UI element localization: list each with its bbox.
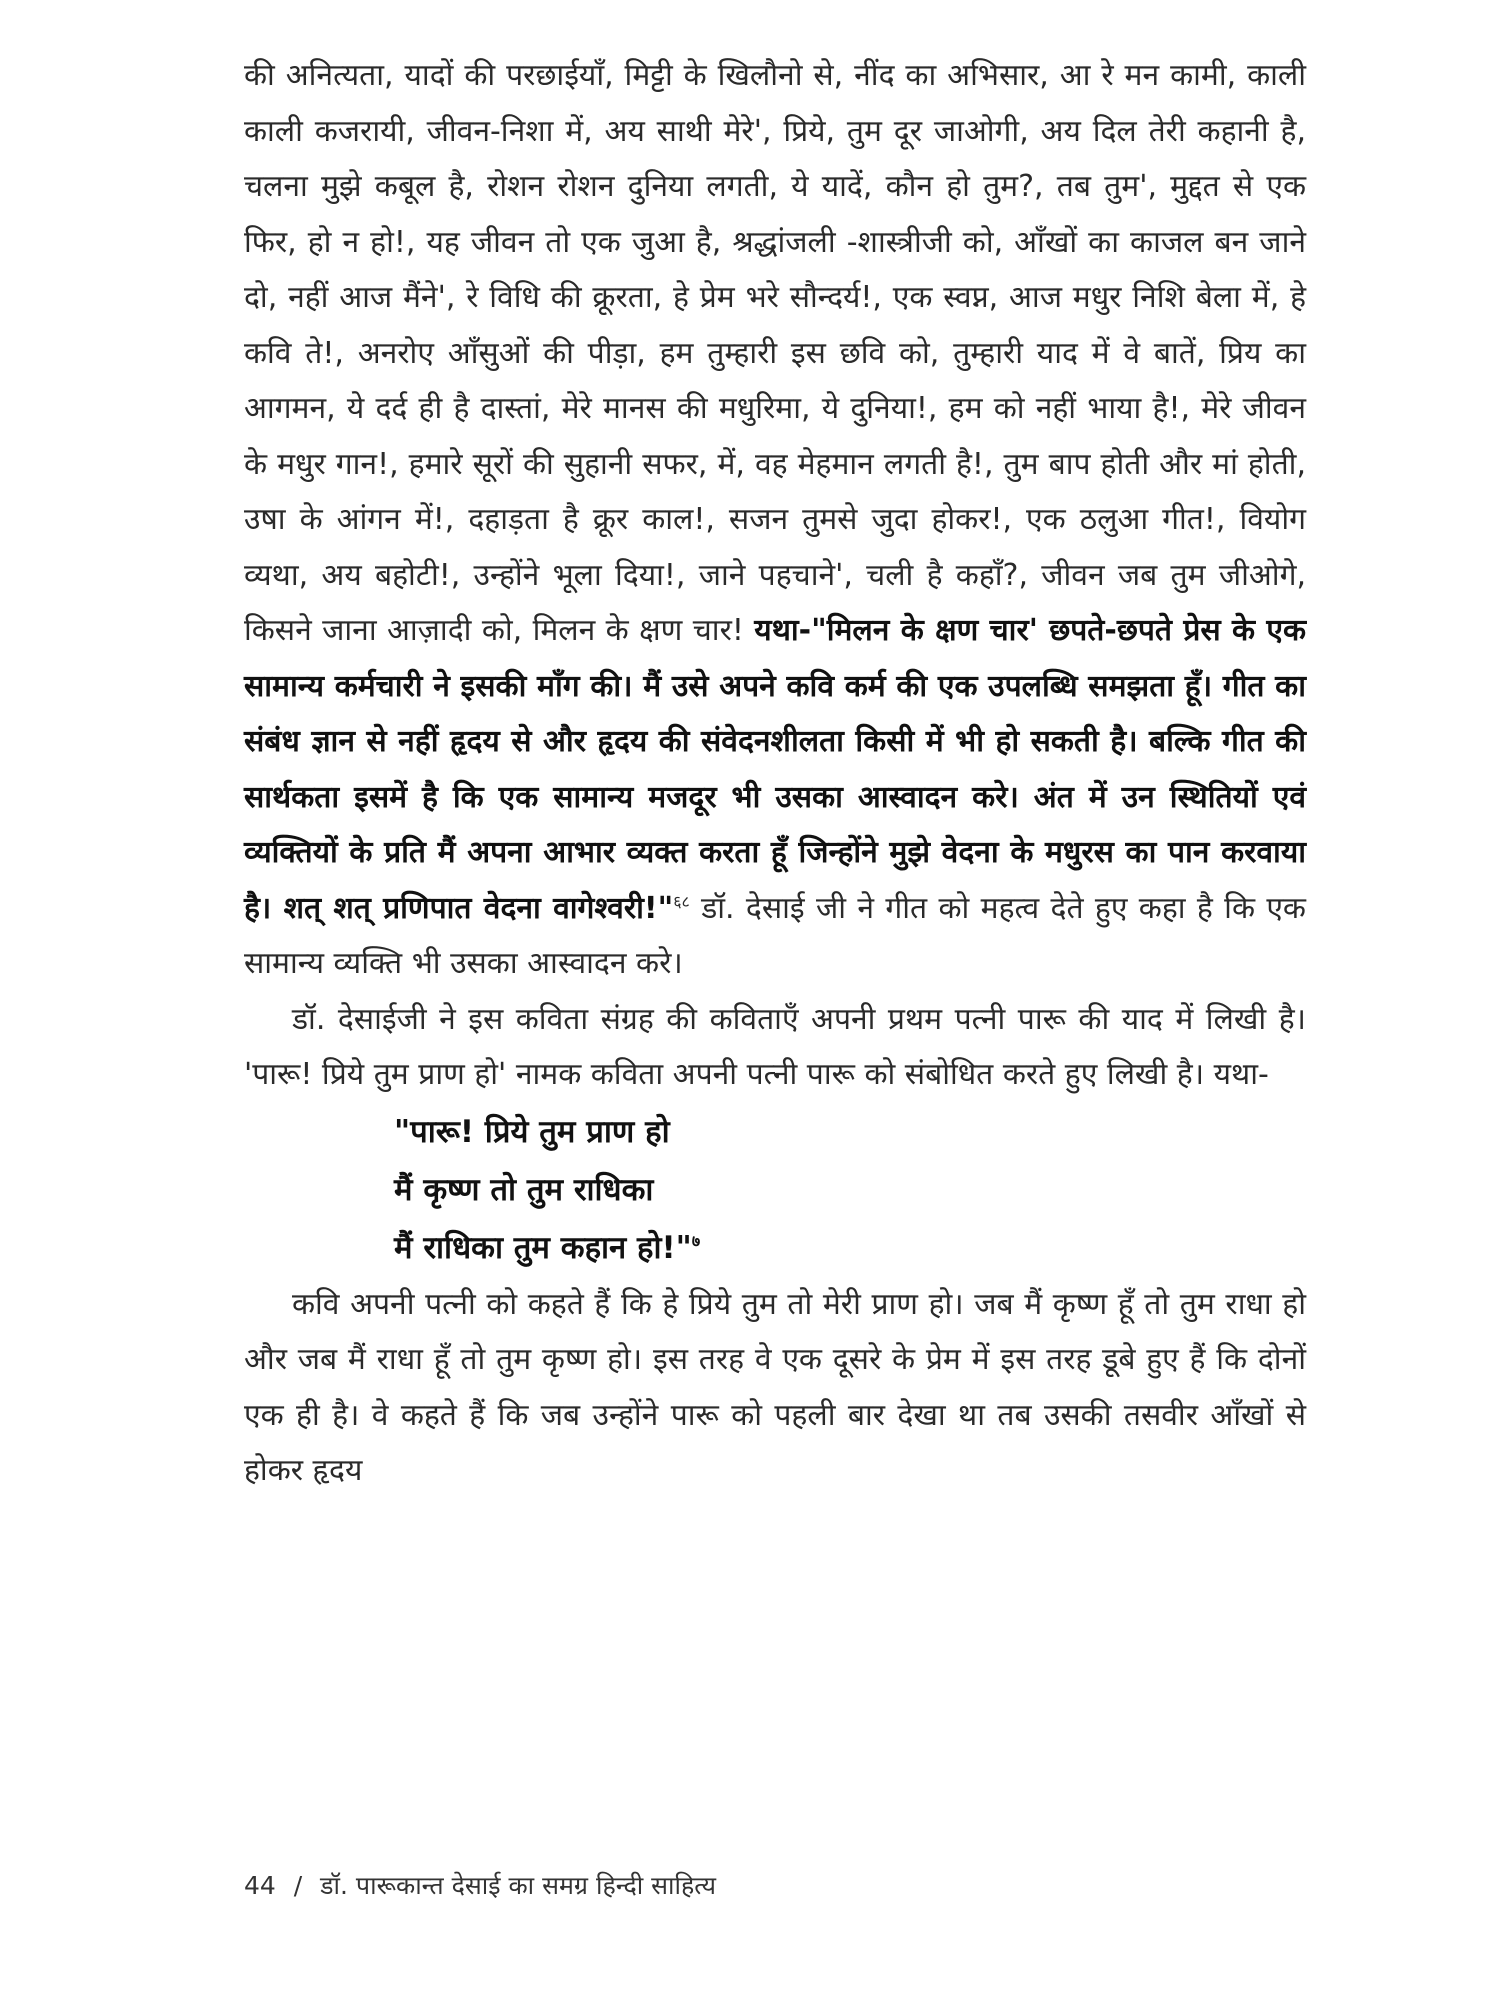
paragraph-dedication: डॉ. देसाईजी ने इस कविता संग्रह की कविताएँ अपनी प्रथम पत्नी पारू की याद में लिखी है। 'पारू! प्रिये तुम प्राण हो' नामक कविता अपनी पत्नी पारू को संबोधित करते हुए लिखी है। यथा- [244, 1001, 1306, 1092]
page-body [244, 48, 1306, 1499]
page-footer [244, 1868, 716, 1904]
verse-line-text: मैं राधिका तुम कहान हो!" [394, 1229, 692, 1266]
paragraph-explanation: कवि अपनी पत्नी को कहते हैं कि हे प्रिये तुम तो मेरी प्राण हो। जब मैं कृष्ण हूँ तो तुम राधा हो और जब मैं राधा हूँ तो तुम कृष्ण हो। इस तरह वे एक दूसरे के प्रेम में इस तरह डूबे हुए हैं कि दोनों एक ही है। वे कहते हैं कि जब उन्होंने पारू को पहली बार देखा था तब उसकी तसवीर आँखों से होकर हृदय [244, 1286, 1306, 1488]
verse-line [394, 1219, 1306, 1277]
book-title: डॉ. पारूकान्त देसाई का समग्र हिन्दी साहित्य [320, 1871, 717, 1900]
footnote-marker: ६८ [673, 891, 690, 911]
verse-line: मैं कृष्ण तो तुम राधिका [394, 1171, 654, 1208]
verse-line: "पारू! प्रिये तुम प्राण हो [394, 1113, 670, 1150]
verse-footnote-marker: ७ [691, 1231, 701, 1251]
paragraph-poem-list [244, 48, 1306, 992]
page-number: 44 [244, 1871, 276, 1900]
footer-separator: / [293, 1871, 303, 1900]
verse-block [394, 1103, 1306, 1277]
bold-quotation: यथा-"मिलन के क्षण चार' छपते-छपते प्रेस के एक सामान्य कर्मचारी ने इसकी माँग की। मैं उसे अपने कवि कर्म की एक उपलब्धि समझता हूँ। गीत का संबंध ज्ञान से नहीं हृदय से और हृदय की संवेदनशीलता किसी में भी हो सकती है। बल्कि गीत की सार्थकता इसमें है कि एक सामान्य मजदूर भी उसका आस्वादन करे। अंत में उन स्थितियों एवं व्यक्तियों के प्रति मैं अपना आभार व्यक्त करता हूँ जिन्होंने मुझे वेदना के मधुरस का पान करवाया है। शत् शत् प्रणिपात वेदना वागेश्वरी!" [244, 613, 1306, 926]
commentary-text: डॉ. देसाई जी ने गीत को महत्व देते हुए कहा है कि एक सामान्य व्यक्ति भी उसका आस्वादन करे। [244, 890, 1306, 981]
poem-titles-text: की अनित्यता, यादों की परछाईयाँ, मिट्टी के खिलौनो से, नींद का अभिसार, आ रे मन कामी, काली काली कजरायी, जीवन-निशा में, अय साथी मेरे', प्रिये, तुम दूर जाओगी, अय दिल तेरी कहानी है, चलना मुझे कबूल है, रोशन रोशन दुनिया लगती, ये यादें, कौन हो तुम?, तब तुम', मुद्दत से एक फिर, हो न हो!, यह जीवन तो एक जुआ है, श्रद्धांजली -शास्त्रीजी को, आँखों का काजल बन जाने दो, नहीं आज मैंने', रे विधि की क्रूरता, हे प्रेम भरे सौन्दर्य!, एक स्वप्न, आज मधुर निशि बेला में, हे कवि ते!, अनरोए आँसुओं की पीड़ा, हम तुम्हारी इस छवि को, तुम्हारी याद में वे बातें, प्रिय का आगमन, ये दर्द ही है दास्तां, मेरे मानस की मधुरिमा, ये दुनिया!, हम को नहीं भाया है!, मेरे जीवन के मधुर गान!, हमारे सूरों की सुहानी सफर, में, वह मेहमान लगती है!, तुम बाप होती और मां होती, उषा के आंगन में!, दहाड़ता है क्रूर काल!, सजन तुमसे जुदा होकर!, एक ठलुआ गीत!, वियोग व्यथा, अय बहोटी!, उन्होंने भूला दिया!, जाने पहचाने', चली है कहाँ?, जीवन जब तुम जीओगे, किसने जाना आज़ादी को, मिलन के क्षण चार! [244, 58, 1306, 648]
